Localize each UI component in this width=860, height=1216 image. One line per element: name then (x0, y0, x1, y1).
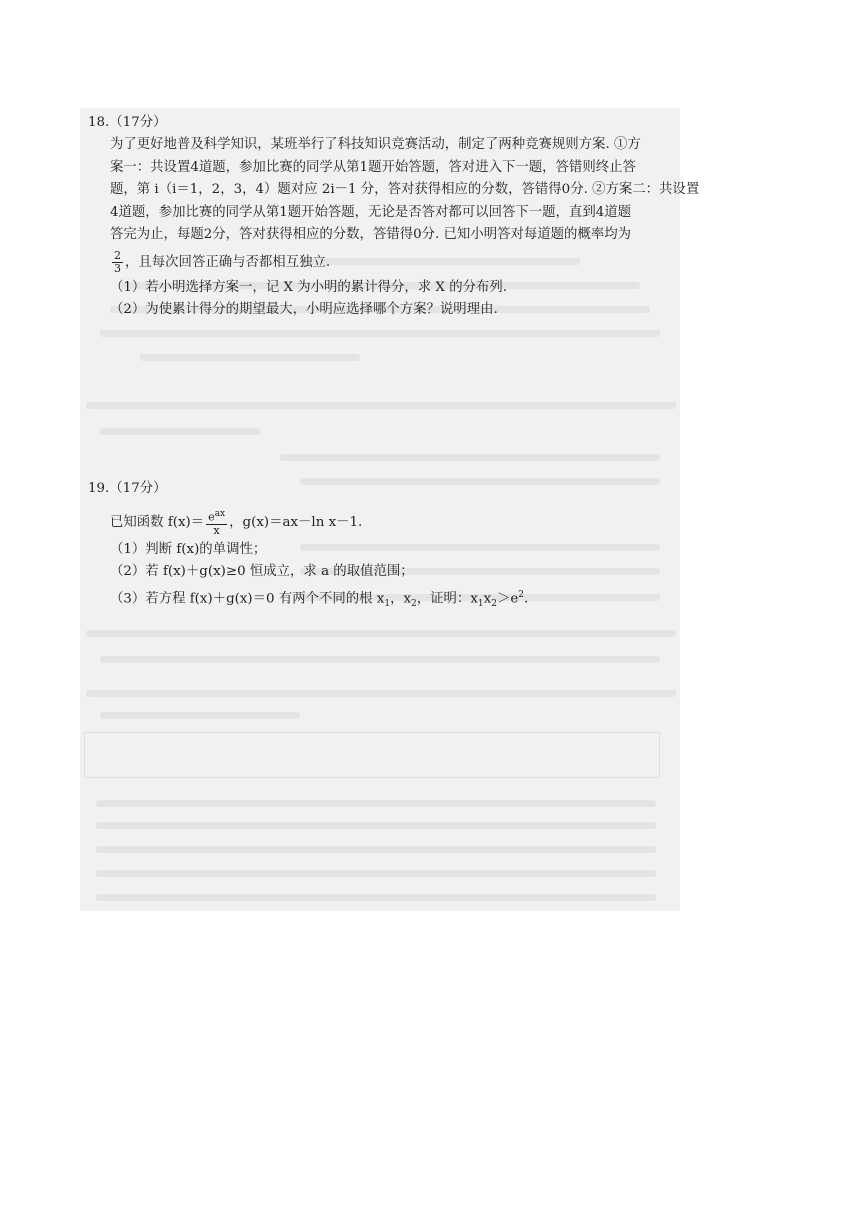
subscript-4: 2 (491, 598, 497, 609)
question-19-part-3 (110, 584, 678, 616)
question-19-part-1: （1）判断 f(x)的单调性； (110, 541, 267, 557)
subscript-2: 2 (411, 598, 417, 609)
question-18-part-2: （2）为使累计得分的期望最大，小明应选择哪个方案？说明理由. (110, 302, 498, 317)
superscript-2: 2 (518, 589, 524, 600)
function-f-fraction (206, 508, 227, 537)
subscript-3: 1 (477, 598, 484, 609)
function-f-denominator: x (213, 523, 220, 537)
question-18-line-6 (110, 250, 678, 275)
numerator-base: e (208, 510, 215, 524)
probability-fraction (112, 250, 123, 275)
question-18-line-4: 4道题，参加比赛的同学从第1题开始答题，无论是否答对都可以回答下一题，直到4道题 (110, 204, 632, 220)
question-18-part-1: （1）若小明选择方案一，记 X 为小明的累计得分，求 X 的分布列. (110, 279, 508, 295)
question-19-part-2: （2）若 f(x)＋g(x)≥0 恒成立，求 a 的取值范围； (110, 564, 414, 580)
part-3-mid-4: ＞e (496, 591, 519, 607)
part-3-mid-2: ，证明：x (416, 591, 478, 607)
question-18-line-6-text: ，且每次回答正确与否都相互独立. (125, 254, 331, 270)
subscript-1: 1 (384, 598, 391, 609)
question-19-number: 19.（17分） (88, 481, 167, 496)
question-18-number: 18.（17分） (88, 115, 167, 130)
part-3-end: . (524, 591, 529, 607)
question-19-intro-suffix: ，g(x)＝ax－ln x－1. (229, 514, 363, 530)
function-f-numerator (206, 508, 227, 525)
numerator-exponent: ax (214, 509, 226, 519)
question-18-line-3: 题，第 i（i＝1，2，3，4）题对应 2i－1 分，答对获得相应的分数，答错得0分. ②方案二：共设置 (110, 182, 700, 197)
probability-numerator: 2 (114, 248, 121, 262)
probability-denominator: 3 (114, 261, 121, 275)
part-3-mid: ，x (390, 591, 412, 607)
question-18-line-5: 答完为止，每题2分，答对获得相应的分数，答错得0分. 已知小明答对每道题的概率均为 (110, 227, 632, 242)
question-19-body (110, 508, 678, 615)
part-3-prefix: （3）若方程 f(x)＋g(x)＝0 有两个不同的根 x (110, 591, 385, 607)
question-18-line-1: 为了更好地普及科学知识，某班举行了科技知识竞赛活动，制定了两种竞赛规则方案. ①方 (110, 137, 641, 152)
part-3-mid-3: x (483, 591, 492, 607)
question-18-body (110, 134, 700, 322)
question-19-intro (110, 508, 678, 537)
question-19-intro-prefix: 已知函数 f(x)＝ (110, 514, 205, 530)
question-18-line-2: 案一：共设置4道题，参加比赛的同学从第1题开始答题，答对进入下一题，答错则终止答 (110, 159, 636, 175)
